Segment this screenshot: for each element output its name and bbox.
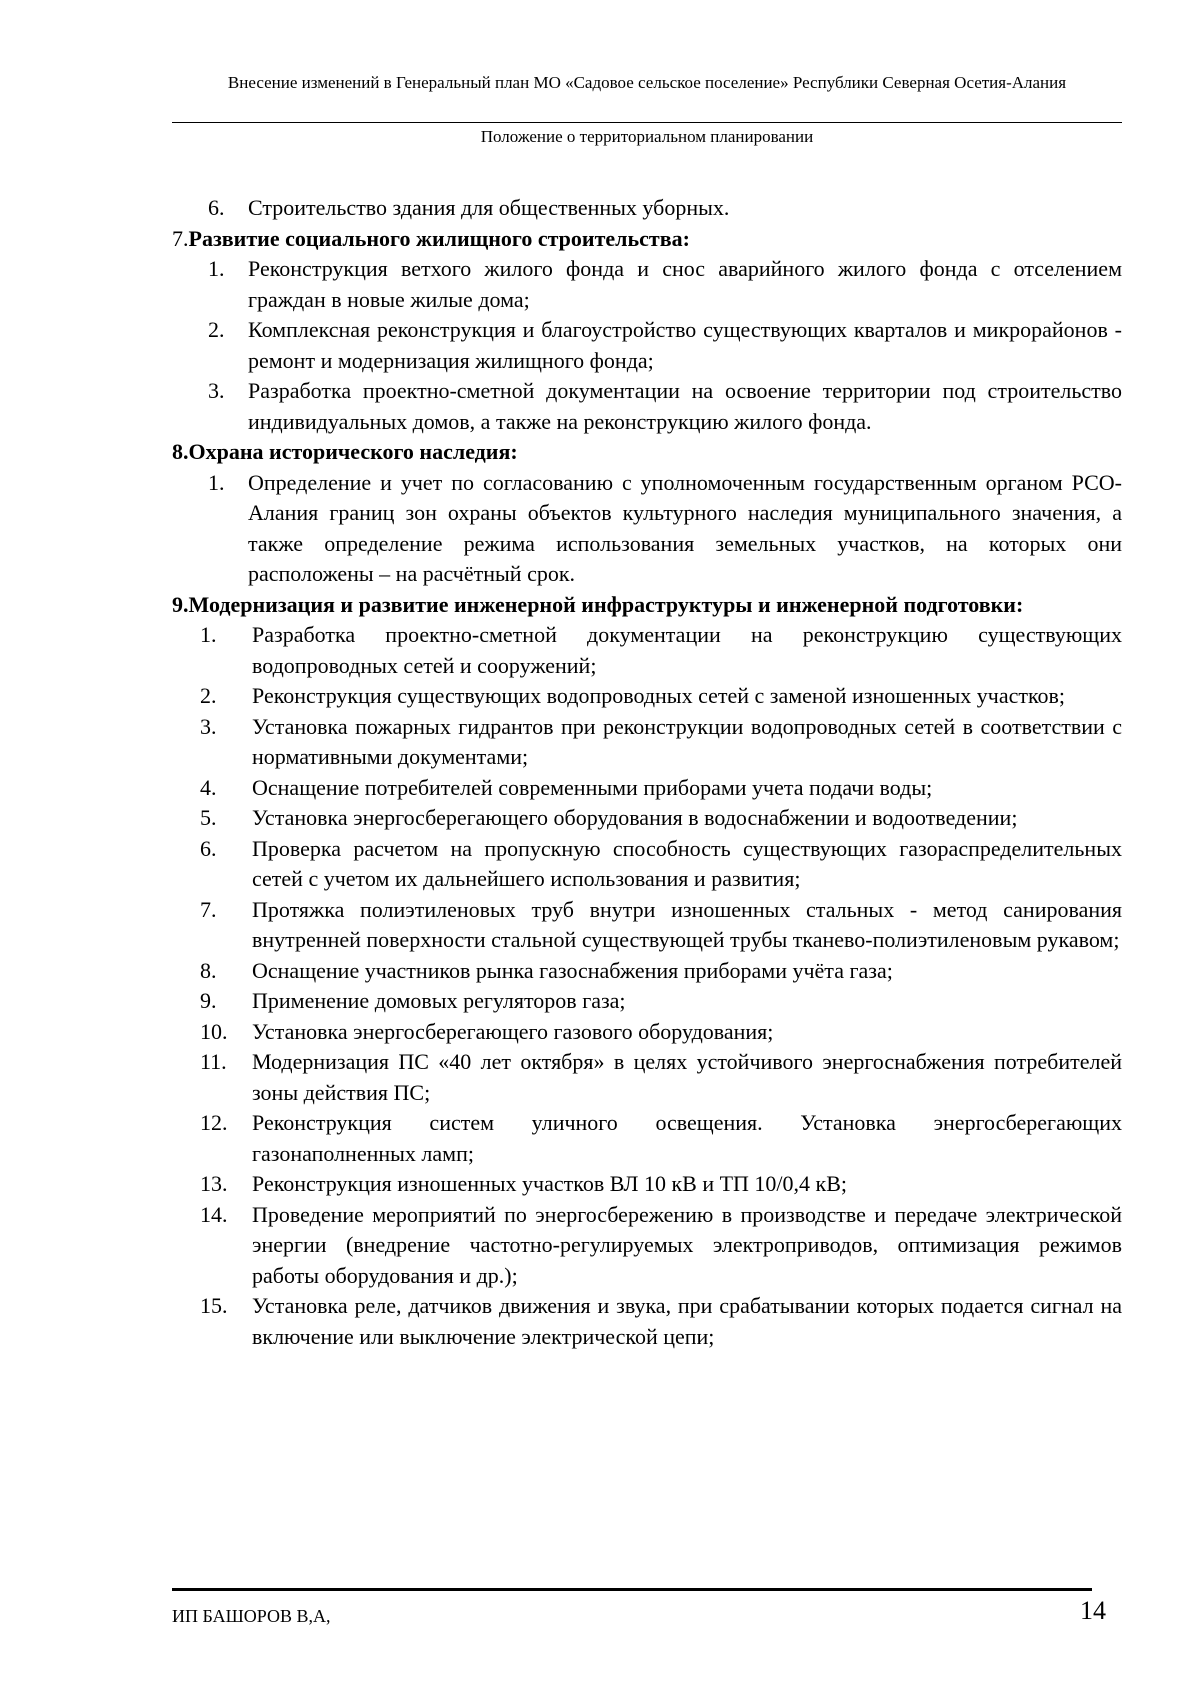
list-item-number: 6. [200, 835, 217, 861]
list-item-text: Оснащение участников рынка газоснабжения приборами учёта газа; [252, 957, 893, 983]
list-item-number: 4. [200, 774, 217, 800]
list-item [172, 895, 1122, 956]
list-item-number: 10. [200, 1018, 228, 1044]
list-item [172, 1200, 1122, 1292]
section-title: Развитие социального жилищного строительства: [188, 225, 690, 251]
document-body [172, 193, 1122, 1352]
list-item [172, 1017, 1122, 1048]
list-item-text: Протяжка полиэтиленовых труб внутри изношенных стальных - метод санирования внутренней поверхности стальной существующей трубы тканево-полиэтиленовым рукавом; [252, 896, 1122, 952]
list-item-number: 5. [200, 805, 217, 830]
list-item-text: Комплексная реконструкция и благоустройство существующих кварталов и микрорайонов - ремонт и модернизация жилищного фонда; [248, 317, 1122, 373]
document-header-subtitle: Положение о территориальном планировании [480, 127, 814, 146]
list-item [172, 468, 1122, 590]
list-item [172, 712, 1122, 773]
list-item-text: Реконструкция изношенных участков ВЛ 10 кВ и ТП 10/0,4 кВ; [252, 1171, 848, 1196]
list-item-number: 12. [200, 1110, 228, 1135]
list-item-number: 13. [200, 1171, 228, 1196]
list-item [172, 1291, 1122, 1352]
list-item-number: 14. [200, 1201, 228, 1227]
list-item [172, 1108, 1122, 1169]
list-item-number: 7. [200, 896, 217, 922]
list-item-text: Установка реле, датчиков движения и звука, при срабатывании которых подается сигнал на включение или выключение электрической цепи; [252, 1293, 1122, 1349]
list-item-number: 6. [208, 195, 225, 220]
list-item-number: 3. [208, 378, 225, 403]
list-item [172, 1169, 1122, 1200]
footer-divider [172, 1588, 1092, 1591]
list-item-text: Разработка проектно-сметной документации на реконструкцию существующих водопроводных сетей и сооружений; [252, 622, 1122, 678]
list-item-text: Установка пожарных гидрантов при реконструкции водопроводных сетей в соответствии с нормативными документами; [252, 713, 1122, 769]
list-item-text: Реконструкция ветхого жилого фонда и снос аварийного жилого фонда с отселением граждан в новые жилые дома; [248, 256, 1122, 312]
list-item-text: Разработка проектно-сметной документации на освоение территории под строительство индивидуальных домов, а также на реконструкцию жилого фонда. [248, 378, 1122, 434]
section-heading [172, 437, 1122, 468]
list-item-text: Проведение мероприятий по энергосбережению в производстве и передаче электрической энергии (внедрение частотно-регулируемых электроприводов, оптимизация режимов работы оборудования и др.); [252, 1201, 1122, 1288]
list-item-number: 3. [200, 713, 217, 739]
list-item-text: Оснащение потребителей современными приборами учета подачи воды; [252, 774, 933, 800]
section-heading [172, 224, 1122, 255]
list-item-text: Строительство здания для общественных уборных. [248, 195, 730, 220]
section-title: Модернизация и развитие инженерной инфраструктуры и инженерной подготовки: [188, 591, 1024, 617]
list-item-text: Модернизация ПС «40 лет октября» в целях устойчивого энергоснабжения потребителей зоны действия ПС; [252, 1049, 1122, 1105]
list-item [172, 803, 1122, 834]
document-header-title: Внесение изменений в Генеральный план МО «Садовое сельское поселение» Республики Северная Осетия-Алания [227, 73, 1067, 92]
list-item-number: 11. [200, 1049, 227, 1074]
list-item-number: 9. [200, 988, 217, 1013]
list-item [172, 376, 1122, 437]
list-item [172, 193, 1122, 224]
list-item-number: 15. [200, 1293, 228, 1318]
list-item [172, 1047, 1122, 1108]
list-item-text: Реконструкция систем уличного освещения. Установка энергосберегающих газонаполненных ламп; [252, 1110, 1122, 1166]
list-item-text: Реконструкция существующих водопроводных сетей с заменой изношенных участков; [252, 683, 1066, 708]
list-item [172, 620, 1122, 681]
list-item [172, 315, 1122, 376]
section-number: 8. [172, 439, 189, 464]
list-item-number: 1. [208, 469, 225, 495]
list-item-number: 8. [200, 957, 217, 983]
list-item [172, 986, 1122, 1017]
list-item-text: Установка энергосберегающего газового оборудования; [252, 1018, 774, 1044]
list-item-text: Применение домовых регуляторов газа; [252, 988, 626, 1013]
list-item-text: Проверка расчетом на пропускную способность существующих газораспределительных сетей с учетом их дальнейшего использования и развития; [252, 835, 1122, 891]
section-number: 9. [172, 591, 189, 617]
list-item-number: 2. [208, 317, 225, 342]
list-item-number: 1. [200, 622, 217, 647]
list-item-number: 1. [208, 256, 225, 281]
header-divider [172, 122, 1122, 123]
list-item [172, 254, 1122, 315]
section-title: Охрана исторического наследия: [188, 439, 518, 464]
section-heading [172, 590, 1122, 621]
list-item [172, 681, 1122, 712]
list-item [172, 834, 1122, 895]
list-item-text: Установка энергосберегающего оборудования в водоснабжении и водоотведении; [252, 805, 1018, 830]
list-item-text: Определение и учет по согласованию с уполномоченным государственным органом РСО-Алания границ зон охраны объектов культурного наследия муниципального значения, а также определение режима использования земельных участков, на которых они расположены – на расчётный срок. [248, 469, 1122, 586]
section-number: 7. [172, 225, 189, 251]
list-item-number: 2. [200, 683, 217, 708]
list-item [172, 773, 1122, 804]
footer-author: ИП БАШОРОВ В,А, [172, 1606, 331, 1626]
page-number: 14 [1080, 1596, 1106, 1625]
list-item [172, 956, 1122, 987]
